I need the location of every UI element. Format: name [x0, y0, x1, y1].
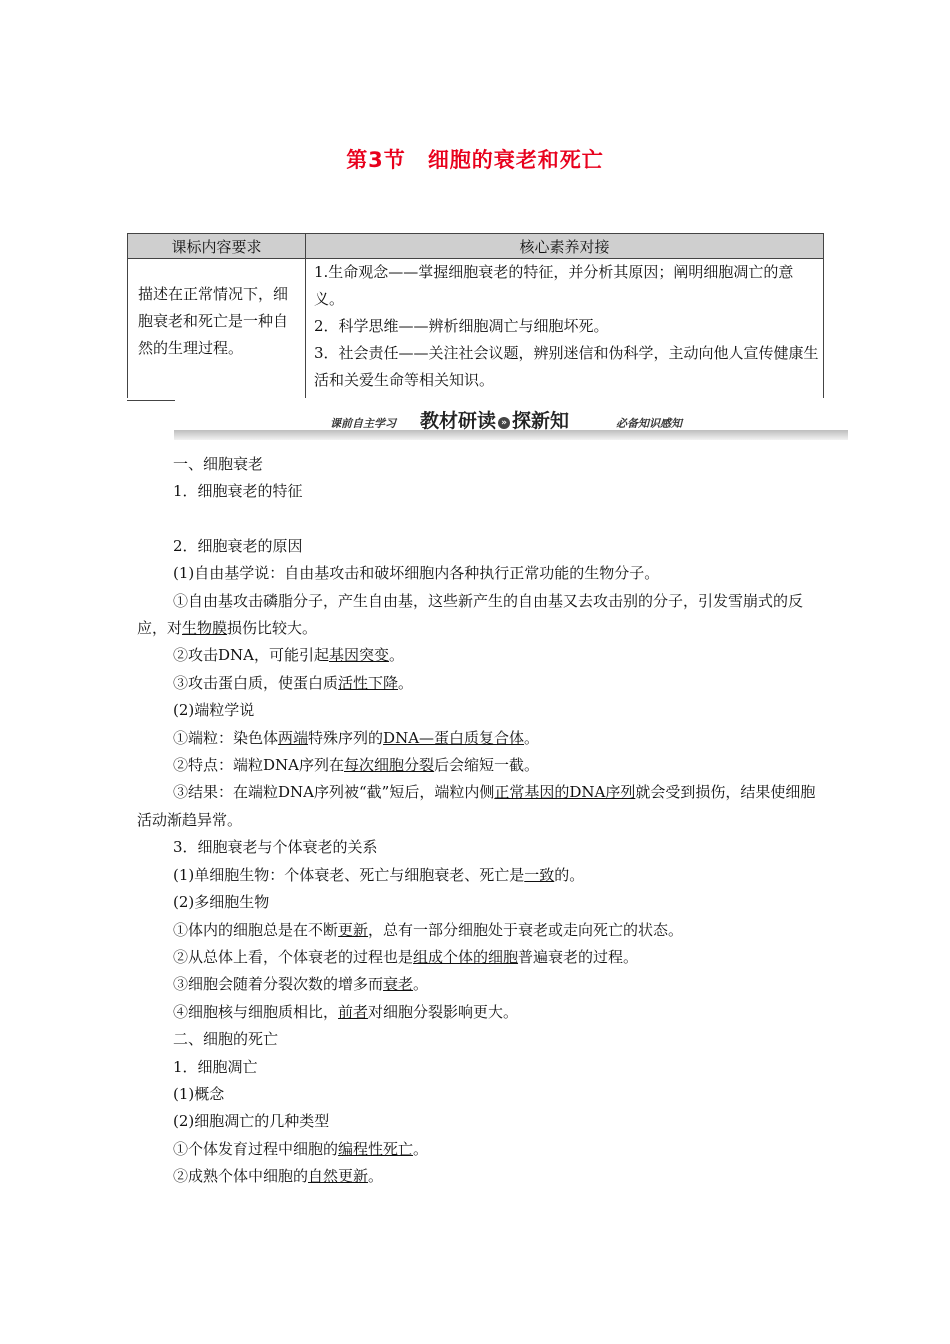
content-body — [137, 451, 822, 1191]
paragraph: (1)概念 — [173, 1084, 225, 1103]
banner-main-b: 探新知 — [512, 410, 570, 432]
table-header-requirement: 课标内容要求 — [128, 234, 306, 259]
fill-answer: 每次细胞分裂 — [344, 756, 435, 775]
heading-1-1: 1．细胞衰老的特征 — [173, 482, 303, 501]
heading-2-1: 1．细胞凋亡 — [173, 1057, 258, 1076]
paragraph: (2)多细胞生物 — [173, 893, 270, 912]
standards-table — [127, 233, 824, 398]
fill-answer: 基因突变 — [329, 646, 390, 665]
literacy-item: 2．科学思维——辨析细胞凋亡与细胞坏死。 — [314, 317, 609, 335]
table-header-literacy: 核心素养对接 — [306, 234, 824, 259]
paragraph: (2)端粒学说 — [173, 701, 255, 720]
requirement-cell: 描述在正常情况下，细胞衰老和死亡是一种自然的生理过程。 — [128, 259, 306, 399]
paragraph: ④细胞核与细胞质相比，前者对细胞分裂影响更大。 — [173, 1002, 519, 1021]
paragraph: (2)细胞凋亡的几种类型 — [173, 1112, 330, 1131]
arrow-icon: » — [498, 417, 510, 429]
fill-answer: 编程性死亡 — [338, 1139, 414, 1158]
paragraph: ①个体发育过程中细胞的编程性死亡。 — [173, 1139, 429, 1158]
banner-main-text — [420, 406, 569, 433]
paragraph: ①自由基攻击磷脂分子，产生自由基，这些新产生的自由基又去攻击别的分子，引发雪崩式的反应，对生物膜损伤比较大。 — [137, 591, 804, 638]
fill-answer: 一致 — [524, 865, 555, 884]
banner-right-text: 必备知识感知 — [616, 417, 682, 430]
literacy-cell — [306, 259, 824, 399]
heading-1-2: 2．细胞衰老的原因 — [173, 536, 303, 555]
paragraph: (1)单细胞生物：个体衰老、死亡与细胞衰老、死亡是一致的。 — [173, 865, 585, 884]
paragraph: ②特点：端粒DNA序列在每次细胞分裂后会缩短一截。 — [173, 756, 540, 775]
banner-left-text: 课前自主学习 — [330, 417, 396, 430]
heading-1-3: 3．细胞衰老与个体衰老的关系 — [173, 838, 378, 857]
paragraph: ②从总体上看，个体衰老的过程也是组成个体的细胞普遍衰老的过程。 — [173, 947, 639, 966]
paragraph: ②成熟个体中细胞的自然更新。 — [173, 1167, 384, 1186]
heading-2: 二、细胞的死亡 — [173, 1030, 279, 1049]
heading-1: 一、细胞衰老 — [173, 455, 264, 473]
fill-answer: 组成个体的细胞 — [413, 947, 519, 966]
fill-answer: DNA—蛋白质复合体 — [383, 728, 525, 747]
fill-answer: 两端 — [278, 728, 309, 747]
literacy-item: 3．社会责任——关注社会议题，辨别迷信和伪科学，主动向他人宣传健康生活和关爱生命等相关知识。 — [314, 344, 819, 389]
fill-answer: 活性下降 — [338, 673, 399, 692]
paragraph: ③结果：在端粒DNA序列被“截”短后，端粒内侧正常基因的DNA序列就会受到损伤，结果使细胞活动渐趋异常。 — [137, 783, 816, 829]
paragraph: (1)自由基学说：自由基攻击和破坏细胞内各种执行正常功能的生物分子。 — [173, 564, 660, 583]
paragraph: ①端粒：染色体两端特殊序列的DNA—蛋白质复合体。 — [173, 728, 540, 747]
page-title — [0, 144, 950, 174]
section-name: 细胞的衰老和死亡 — [427, 148, 604, 172]
section-number: 第3节 — [346, 148, 406, 172]
fill-answer: 自然更新 — [308, 1167, 369, 1186]
banner-main-a: 教材研读 — [420, 410, 497, 432]
table-bottom-line — [127, 400, 175, 401]
fill-answer: 生物膜 — [182, 619, 228, 638]
paragraph: ③细胞会随着分裂次数的增多而衰老。 — [173, 975, 429, 994]
section-banner — [174, 406, 848, 440]
paragraph: ②攻击DNA，可能引起基因突变。 — [173, 646, 405, 665]
paragraph: ①体内的细胞总是在不断更新，总有一部分细胞处于衰老或走向死亡的状态。 — [173, 920, 684, 939]
literacy-item: 1.生命观念——掌握细胞衰老的特征，并分析其原因；阐明细胞凋亡的意义。 — [314, 263, 794, 308]
fill-answer: 衰老 — [383, 975, 414, 994]
fill-answer: 正常基因的DNA序列 — [494, 783, 636, 802]
fill-answer: 更新 — [338, 920, 369, 939]
fill-answer: 前者 — [338, 1002, 369, 1021]
paragraph: ③攻击蛋白质，使蛋白质活性下降。 — [173, 673, 414, 692]
